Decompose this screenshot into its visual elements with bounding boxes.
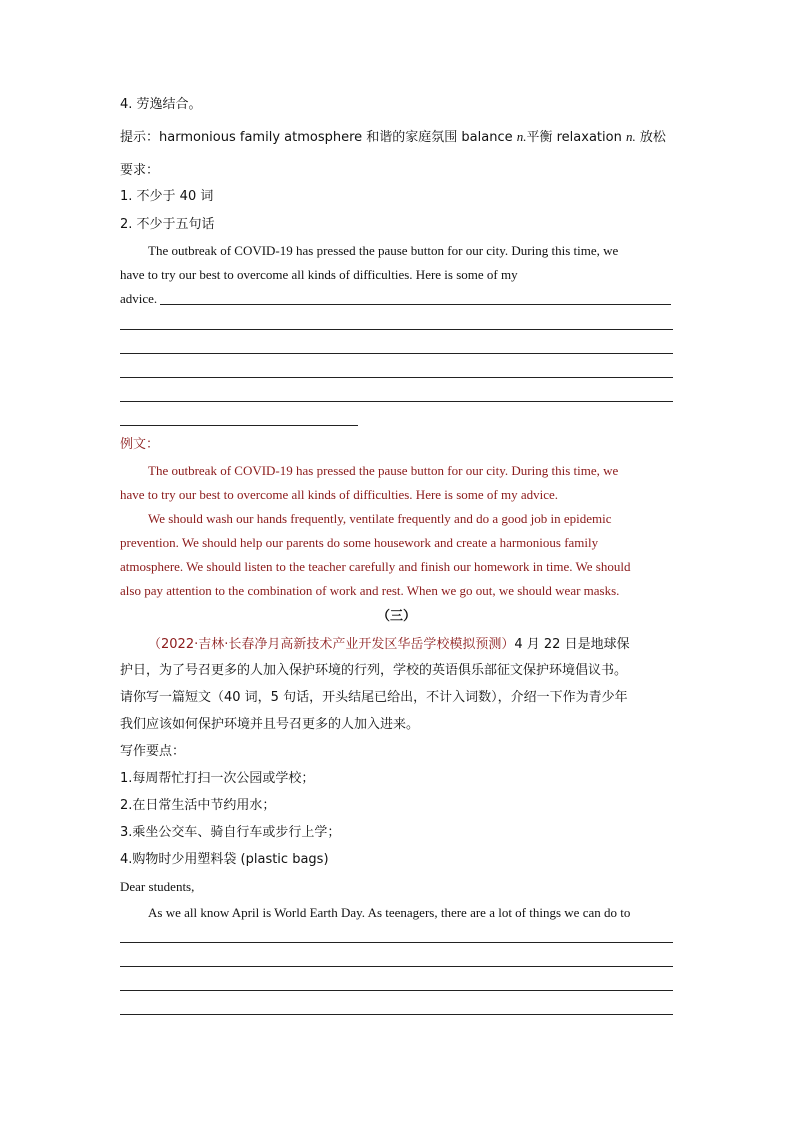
sample-line-2: have to try our best to overcome all kinds of difficulties. Here is some of my advice. (120, 487, 559, 502)
intro-line-2: 护日，为了号召更多的人加入保护环境的行列，学校的英语俱乐部征文保护环境倡议书。 (120, 663, 628, 678)
prompt-line-3: advice. (120, 291, 158, 306)
writing-line (160, 304, 671, 305)
writing-line (120, 966, 673, 967)
requirement-2: 2. 不少于五句话 (120, 217, 215, 232)
writing-line (120, 377, 673, 378)
point-1: 1.每周帮忙打扫一次公园或学校； (120, 771, 315, 786)
points-label: 写作要点： (120, 744, 186, 759)
writing-line (120, 942, 673, 943)
section-heading: （三） (376, 609, 416, 624)
sample-line-3: We should wash our hands frequently, ventilate frequently and do a good job in epidemic (148, 511, 612, 526)
point-2: 2.在日常生活中节约用水； (120, 798, 276, 813)
writing-line (120, 1014, 673, 1015)
intro-line-3: 请你写一篇短文（40 词，5 句话，开头结尾已给出，不计入词数），介绍一下作为青少年 (120, 690, 628, 705)
sample-line-1: The outbreak of COVID-19 has pressed the pause button for our city. During this time, we (148, 463, 619, 478)
writing-line (120, 990, 673, 991)
hint-n1: n. (516, 129, 527, 144)
prompt-line-1: The outbreak of COVID-19 has pressed the pause button for our city. During this time, we (148, 243, 619, 258)
writing-line (120, 329, 673, 330)
opening-line: As we all know April is World Earth Day. As teenagers, there are a lot of things we can do to (148, 905, 631, 920)
prompt-line-2: have to try our best to overcome all kinds of difficulties. Here is some of my (120, 267, 518, 282)
intro-line-4: 我们应该如何保护环境并且号召更多的人加入进来。 (120, 717, 420, 732)
question-source: （2022·吉林·长春净月高新技术产业开发区华岳学校模拟预测） (148, 637, 515, 652)
hint-n2: n. (625, 129, 636, 144)
intro-line-1-rest: 4 月 22 日是地球保 (514, 637, 630, 652)
greeting: Dear students, (120, 879, 195, 894)
point-4: 4.购物时少用塑料袋 (plastic bags) (120, 852, 329, 867)
intro-line-1 (120, 635, 630, 654)
writing-line (120, 401, 673, 402)
writing-line (120, 353, 673, 354)
writing-line (120, 425, 358, 426)
sample-line-4: prevention. We should help our parents do some housework and create a harmonious family (120, 535, 599, 550)
hint-end: 放松 (635, 130, 666, 145)
sample-line-5: atmosphere. We should listen to the teacher carefully and finish our homework in time. We should (120, 559, 631, 574)
sample-label: 例文： (120, 437, 160, 452)
hint-mid: 平衡 relaxation (526, 130, 626, 145)
requirements-label: 要求： (120, 163, 160, 178)
sample-line-6: also pay attention to the combination of work and rest. When we go out, we should wear masks. (120, 583, 620, 598)
hint-prefix: 提示：harmonious family atmosphere 和谐的家庭氛围 balance (120, 130, 517, 145)
hint-line (120, 128, 666, 147)
point-3: 3.乘坐公交车、骑自行车或步行上学； (120, 825, 341, 840)
item-4: 4. 劳逸结合。 (120, 97, 202, 112)
requirement-1: 1. 不少于 40 词 (120, 189, 214, 204)
